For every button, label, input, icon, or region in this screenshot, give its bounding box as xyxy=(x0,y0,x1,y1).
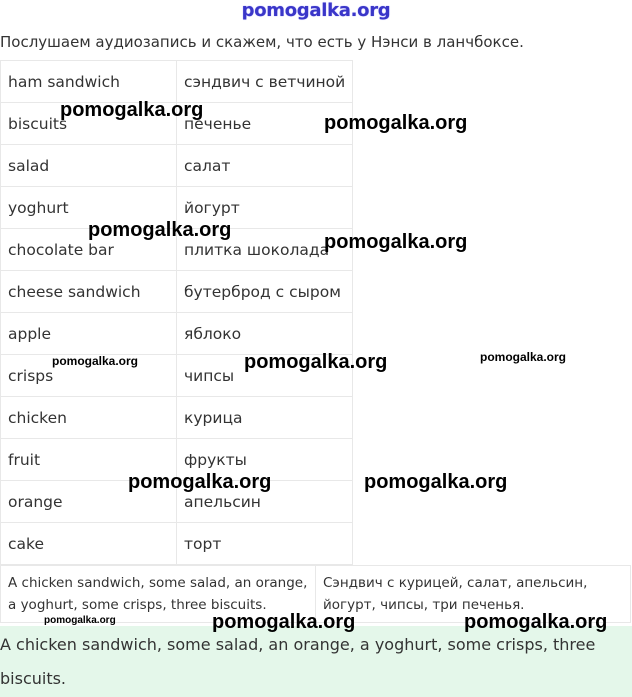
table-row xyxy=(1,61,353,103)
watermark: pomogalka.org xyxy=(324,231,468,253)
table-row xyxy=(1,145,353,187)
watermark: pomogalka.org xyxy=(128,471,272,493)
word-ru: апельсин xyxy=(177,481,353,523)
word-en: orange xyxy=(1,481,177,523)
table-row xyxy=(1,313,353,355)
word-en: cake xyxy=(1,523,177,565)
watermark: pomogalka.org xyxy=(464,611,608,633)
word-en: yoghurt xyxy=(1,187,177,229)
table-row xyxy=(1,397,353,439)
table-row xyxy=(1,271,353,313)
answer-box: A chicken sandwich, some salad, an orange, a yoghurt, some crisps, three biscuits. xyxy=(0,626,632,697)
intro-text: Послушаем аудиозапись и скажем, что есть у Нэнси в ланчбоксе. xyxy=(0,33,524,51)
watermark: pomogalka.org xyxy=(364,471,508,493)
word-ru: торт xyxy=(177,523,353,565)
word-ru: печенье xyxy=(177,103,353,145)
watermark: pomogalka.org xyxy=(244,351,388,373)
word-ru: бутерброд с сыром xyxy=(177,271,353,313)
watermark: pomogalka.org xyxy=(324,112,468,134)
word-en: salad xyxy=(1,145,177,187)
summary-ru: Сэндвич с курицей, салат, апельсин, йогурт, чипсы, три печенья. xyxy=(316,566,631,623)
table-row xyxy=(1,523,353,565)
word-en: ham sandwich xyxy=(1,61,177,103)
word-ru: чипсы xyxy=(177,355,353,397)
word-en: crisps xyxy=(1,355,177,397)
word-en: biscuits xyxy=(1,103,177,145)
word-en: apple xyxy=(1,313,177,355)
word-ru: сэндвич с ветчиной xyxy=(177,61,353,103)
word-en: chocolate bar xyxy=(1,229,177,271)
word-ru: салат xyxy=(177,145,353,187)
watermark: pomogalka.org xyxy=(480,350,567,364)
word-ru: фрукты xyxy=(177,439,353,481)
summary-en: A chicken sandwich, some salad, an orange, a yoghurt, some crisps, three biscuits. xyxy=(1,566,316,623)
watermark: pomogalka.org xyxy=(52,354,139,368)
watermark: pomogalka.org xyxy=(212,611,356,633)
site-title-link[interactable]: pomogalka.org xyxy=(241,0,391,21)
word-en: cheese sandwich xyxy=(1,271,177,313)
watermark: pomogalka.org xyxy=(60,99,204,121)
word-en: chicken xyxy=(1,397,177,439)
watermark: pomogalka.org xyxy=(44,615,116,626)
word-ru: плитка шоколада xyxy=(177,229,353,271)
word-en: fruit xyxy=(1,439,177,481)
word-ru: яблоко xyxy=(177,313,353,355)
word-ru: йогурт xyxy=(177,187,353,229)
watermark: pomogalka.org xyxy=(88,219,232,241)
word-ru: курица xyxy=(177,397,353,439)
